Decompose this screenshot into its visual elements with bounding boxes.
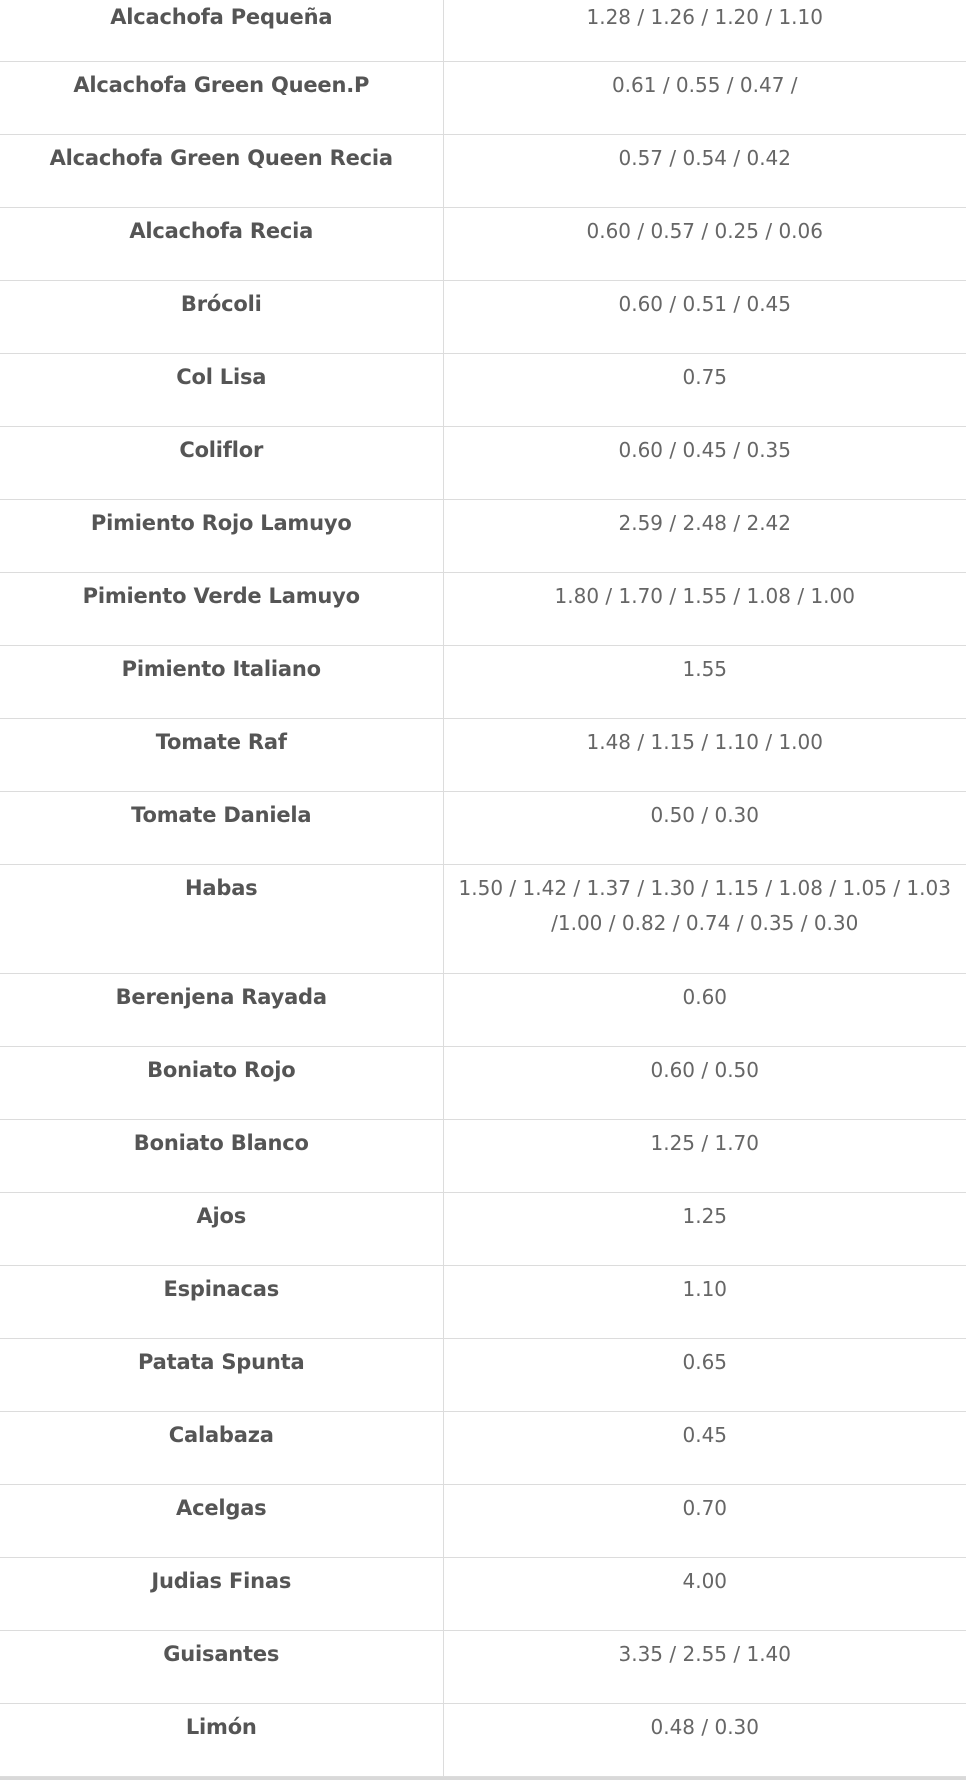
table-row <box>0 1484 966 1557</box>
product-prices: 0.60 / 0.50 <box>650 1057 759 1082</box>
table-row <box>0 353 966 426</box>
product-prices: 1.10 <box>682 1276 728 1301</box>
product-prices: 1.50 / 1.42 / 1.37 / 1.30 / 1.15 / 1.08 / 1.05 / 1.03 /1.00 / 0.82 / 0.74 / 0.35 / 0.30 <box>458 875 951 935</box>
product-name: Acelgas <box>0 1484 443 1557</box>
product-name: Guisantes <box>0 1630 443 1703</box>
product-prices: 1.25 / 1.70 <box>650 1130 759 1155</box>
product-name: Espinacas <box>0 1265 443 1338</box>
table-row <box>0 645 966 718</box>
product-prices: 1.55 <box>682 656 728 681</box>
table-row <box>0 1265 966 1338</box>
product-name: Pimiento Verde Lamuyo <box>0 572 443 645</box>
product-prices: 0.65 <box>682 1349 728 1374</box>
product-name: Tomate Daniela <box>0 791 443 864</box>
table-row <box>0 426 966 499</box>
product-prices: 1.48 / 1.15 / 1.10 / 1.00 <box>586 729 823 754</box>
table-row <box>0 1557 966 1630</box>
product-name: Boniato Rojo <box>0 1046 443 1119</box>
table-row <box>0 207 966 280</box>
product-name: Alcachofa Green Queen Recia <box>0 134 443 207</box>
table-row <box>0 134 966 207</box>
product-prices: 0.60 / 0.57 / 0.25 / 0.06 <box>586 218 823 243</box>
product-name: Calabaza <box>0 1411 443 1484</box>
product-prices: 0.70 <box>682 1495 728 1520</box>
table-row <box>0 864 966 973</box>
table-row <box>0 280 966 353</box>
product-name: Coliflor <box>0 426 443 499</box>
product-name: Brócoli <box>0 280 443 353</box>
product-name: Pimiento Italiano <box>0 645 443 718</box>
product-prices: 2.59 / 2.48 / 2.42 <box>618 510 791 535</box>
product-prices: 0.60 / 0.51 / 0.45 <box>618 291 791 316</box>
product-prices: 4.00 <box>682 1568 728 1593</box>
table-row <box>0 1046 966 1119</box>
product-name: Alcachofa Green Queen.P <box>0 61 443 134</box>
product-prices: 0.61 / 0.55 / 0.47 / <box>611 72 798 97</box>
product-prices: 0.48 / 0.30 <box>650 1714 759 1739</box>
product-name: Habas <box>0 864 443 973</box>
product-prices: 0.50 / 0.30 <box>650 802 759 827</box>
product-prices: 1.80 / 1.70 / 1.55 / 1.08 / 1.00 <box>554 583 855 608</box>
product-name: Patata Spunta <box>0 1338 443 1411</box>
table-row <box>0 499 966 572</box>
product-name: Boniato Blanco <box>0 1119 443 1192</box>
table-row <box>0 973 966 1046</box>
table-row <box>0 0 966 61</box>
table-row <box>0 1630 966 1703</box>
product-name: Limón <box>0 1703 443 1776</box>
table-row <box>0 1338 966 1411</box>
product-prices: 0.75 <box>682 364 728 389</box>
table-row <box>0 1119 966 1192</box>
product-prices: 0.57 / 0.54 / 0.42 <box>618 145 791 170</box>
product-name: Pimiento Rojo Lamuyo <box>0 499 443 572</box>
table-row <box>0 791 966 864</box>
product-name: Judias Finas <box>0 1557 443 1630</box>
product-name: Alcachofa Pequeña <box>0 0 443 61</box>
product-prices: 0.60 <box>682 984 728 1009</box>
product-name: Tomate Raf <box>0 718 443 791</box>
product-name: Col Lisa <box>0 353 443 426</box>
table-row <box>0 718 966 791</box>
product-name: Berenjena Rayada <box>0 973 443 1046</box>
table-row <box>0 1192 966 1265</box>
table-row <box>0 572 966 645</box>
table-row <box>0 61 966 134</box>
product-name: Alcachofa Recia <box>0 207 443 280</box>
product-prices: 3.35 / 2.55 / 1.40 <box>618 1641 791 1666</box>
product-prices: 0.45 <box>682 1422 728 1447</box>
product-prices: 1.28 / 1.26 / 1.20 / 1.10 <box>586 5 823 29</box>
table-row <box>0 1703 966 1776</box>
table-row <box>0 1411 966 1484</box>
product-prices: 1.25 <box>682 1203 728 1228</box>
product-prices: 0.60 / 0.45 / 0.35 <box>618 437 791 462</box>
product-name: Ajos <box>0 1192 443 1265</box>
